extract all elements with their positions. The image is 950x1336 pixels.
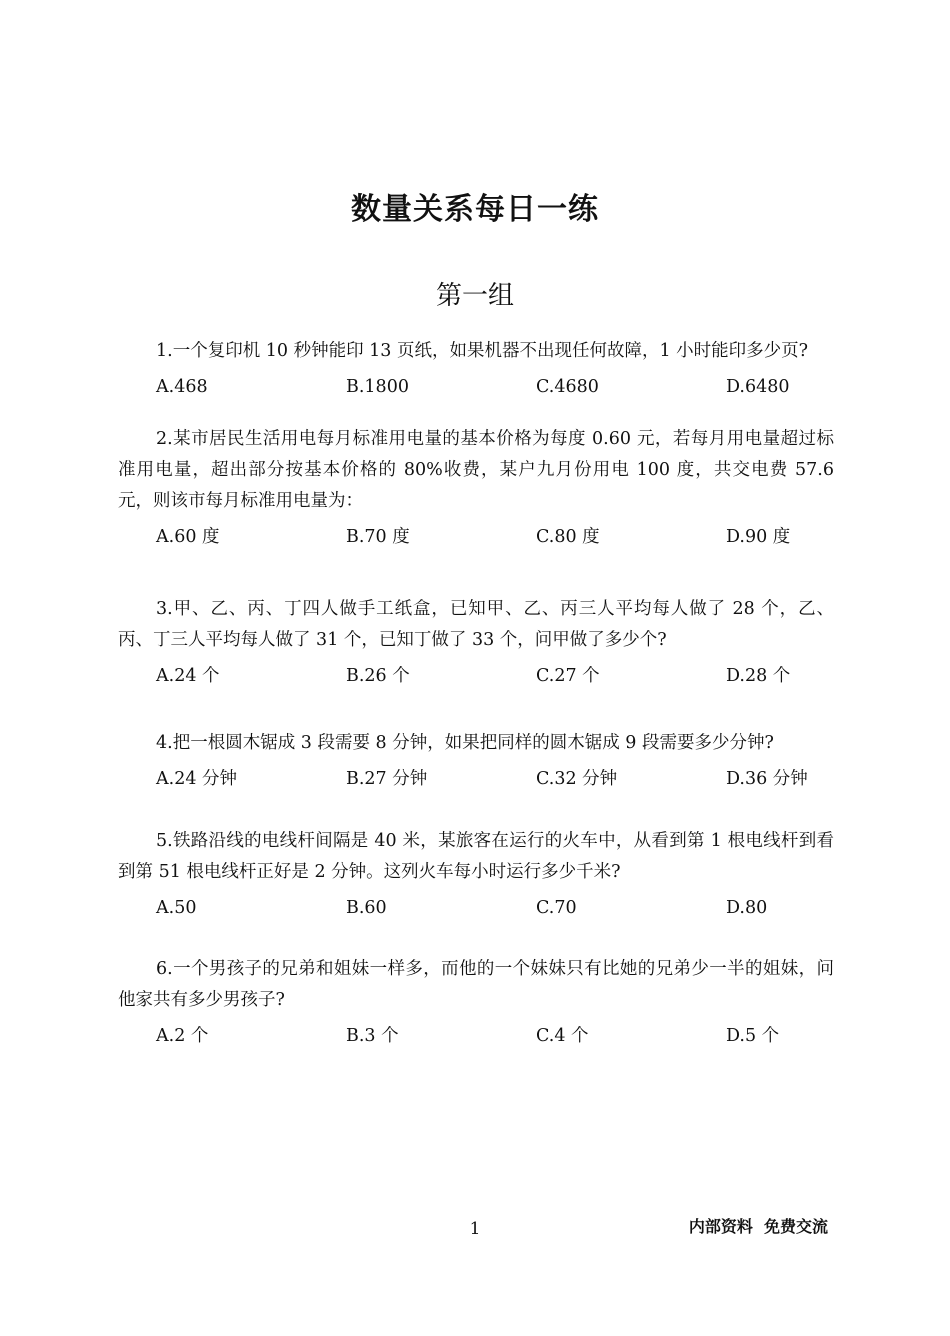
option-d: D.90 度: [726, 527, 791, 547]
answer-options: [118, 763, 834, 795]
answer-options: [118, 371, 834, 403]
option-b: B.70 度: [346, 527, 410, 547]
page-number: 1: [469, 1219, 481, 1239]
option-d: D.80: [726, 898, 768, 918]
answer-options: [118, 892, 834, 924]
option-b: B.1800: [346, 377, 409, 397]
question-text: 4.把一根圆木锯成 3 段需要 8 分钟，如果把同样的圆木锯成 9 段需要多少分钟?: [156, 733, 774, 753]
answer-options: [118, 1020, 834, 1052]
option-b: B.26 个: [346, 666, 410, 686]
question-text: 1.一个复印机 10 秒钟能印 13 页纸，如果机器不出现任何故障，1 小时能印多少页?: [156, 341, 809, 361]
option-c: C.4680: [536, 377, 599, 397]
option-c: C.32 分钟: [536, 769, 618, 789]
option-a: A.60 度: [156, 527, 220, 547]
option-c: C.70: [536, 898, 577, 918]
option-c: C.4 个: [536, 1026, 589, 1046]
option-a: A.24 分钟: [156, 769, 238, 789]
document-title: 数量关系每日一练: [351, 192, 599, 227]
question-text: 6.一个男孩子的兄弟和姐妹一样多，而他的一个妹妹只有比她的兄弟少一半的姐妹，问他家共有多少男孩子?: [118, 959, 834, 1010]
option-c: C.27 个: [536, 666, 600, 686]
question-text: 5.铁路沿线的电线杆间隔是 40 米，某旅客在运行的火车中，从看到第 1 根电线杆到看到第 51 根电线杆正好是 2 分钟。这列火车每小时运行多少千米?: [118, 831, 834, 882]
option-a: A.50: [156, 898, 197, 918]
option-a: A.468: [156, 377, 208, 397]
question-text: 2.某市居民生活用电每月标准用电量的基本价格为每度 0.60 元，若每月用电量超过标准用电量，超出部分按基本价格的 80%收费，某户九月份用电 100 度，共交电费 57.6 元，则该市每月标准用电量为：: [118, 429, 834, 511]
answer-options: [118, 660, 834, 692]
option-b: B.27 分钟: [346, 769, 428, 789]
question-text: 3.甲、乙、丙、丁四人做手工纸盒，已知甲、乙、丙三人平均每人做了 28 个，乙、丙、丁三人平均每人做了 31 个，已知丁做了 33 个，问甲做了多少个?: [118, 599, 834, 650]
question-4: [118, 728, 834, 795]
option-a: A.2 个: [156, 1026, 209, 1046]
option-a: A.24 个: [156, 666, 220, 686]
option-d: D.28 个: [726, 666, 791, 686]
group-heading: 第一组: [435, 281, 514, 311]
question-2: [118, 424, 834, 553]
question-6: [118, 954, 834, 1052]
option-d: D.6480: [726, 377, 790, 397]
question-1: [118, 336, 834, 403]
footer-note: 内部资料 免费交流: [688, 1217, 828, 1236]
option-d: D.5 个: [726, 1026, 780, 1046]
option-b: B.60: [346, 898, 387, 918]
question-5: [118, 826, 834, 924]
question-3: [118, 594, 834, 692]
option-d: D.36 分钟: [726, 769, 808, 789]
option-b: B.3 个: [346, 1026, 399, 1046]
option-c: C.80 度: [536, 527, 600, 547]
answer-options: [118, 521, 834, 553]
